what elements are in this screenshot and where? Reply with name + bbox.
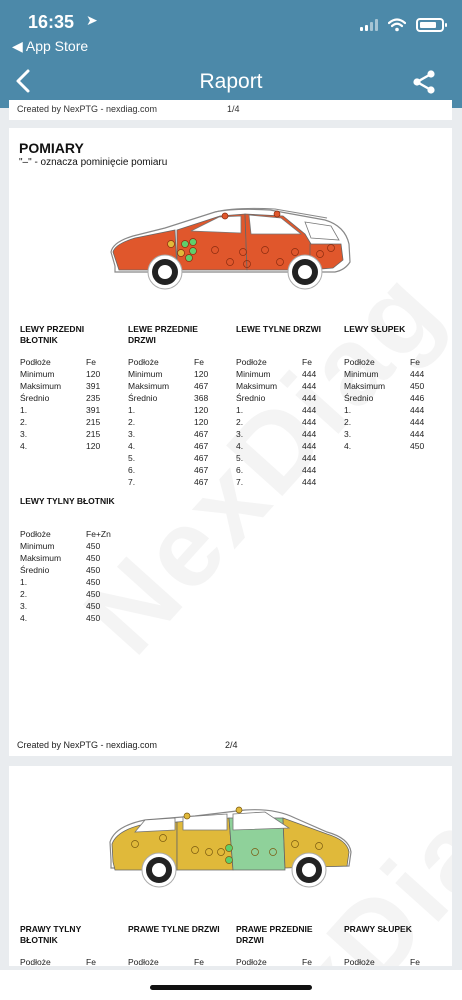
table-row: Maksimum 467 xyxy=(128,381,209,391)
table-row: 6. 467 xyxy=(128,465,209,475)
table-title: LEWY TYLNY BŁOTNIK xyxy=(20,496,115,506)
table-row: Podłoże Fe xyxy=(344,957,420,966)
battery-icon xyxy=(416,18,444,32)
home-indicator[interactable] xyxy=(150,985,312,990)
measurement-table xyxy=(344,924,440,966)
table-row: Maksimum 391 xyxy=(20,381,101,391)
report-page-right-side xyxy=(9,766,452,966)
table-row: 1. 450 xyxy=(20,577,101,587)
table-row: Maksimum 450 xyxy=(344,381,425,391)
back-to-app-store[interactable]: ◀ App Store xyxy=(12,38,89,54)
table-row: 4. 467 xyxy=(128,441,209,451)
header-bar xyxy=(0,0,462,108)
car-right-side-diagram xyxy=(105,800,355,890)
measurement-table xyxy=(20,924,116,966)
table-row: 5. 444 xyxy=(236,453,317,463)
status-indicators xyxy=(360,18,444,32)
table-row: Podłoże Fe xyxy=(344,357,420,367)
table-row: 1. 120 xyxy=(128,405,209,415)
page-number: 2/4 xyxy=(225,740,238,750)
table-row: Minimum 444 xyxy=(344,369,425,379)
location-icon: ➤ xyxy=(86,12,98,28)
previous-page-fragment xyxy=(9,100,452,120)
measurement-table xyxy=(128,924,228,966)
section-subtitle: "–" - oznacza pominięcie pomiaru xyxy=(19,157,168,168)
measurement-table xyxy=(20,324,116,452)
table-row: 3. 215 xyxy=(20,429,101,439)
table-row: Minimum 120 xyxy=(128,369,209,379)
table-row: Minimum 444 xyxy=(236,369,317,379)
table-row: 2. 444 xyxy=(344,417,425,427)
table-row: Maksimum 444 xyxy=(236,381,317,391)
table-row: Minimum 450 xyxy=(20,541,101,551)
table-row: Średnio 368 xyxy=(128,393,209,403)
table-row: 2. 120 xyxy=(128,417,209,427)
wifi-icon xyxy=(388,18,406,32)
table-title: PRAWY SŁUPEK xyxy=(344,924,412,934)
table-row: Podłoże Fe+Zn xyxy=(20,529,111,539)
table-row: 3. 467 xyxy=(128,429,209,439)
signal-icon xyxy=(360,19,378,31)
table-row: 1. 444 xyxy=(344,405,425,415)
measurement-table xyxy=(128,324,224,488)
table-row: Średnio 450 xyxy=(20,565,101,575)
table-row: Podłoże Fe xyxy=(236,357,312,367)
table-row: 4. 450 xyxy=(20,613,101,623)
table-row: 4. 450 xyxy=(344,441,425,451)
table-row: Podłoże Fe xyxy=(128,357,204,367)
table-row: Średnio 235 xyxy=(20,393,101,403)
table-row: 3. 444 xyxy=(236,429,317,439)
table-row: Minimum 120 xyxy=(20,369,101,379)
table-row: 7. 467 xyxy=(128,477,209,487)
status-time: 16:35 xyxy=(28,12,75,32)
table-row: Podłoże Fe xyxy=(236,957,312,966)
table-title: PRAWE PRZEDNIE DRZWI xyxy=(236,924,313,945)
report-page-measurements xyxy=(9,128,452,756)
table-row: 1. 391 xyxy=(20,405,101,415)
page-footer: Created by NexPTG - nexdiag.com xyxy=(17,740,158,750)
table-row: 4. 120 xyxy=(20,441,101,451)
table-row: Średnio 444 xyxy=(236,393,317,403)
table-title: LEWY PRZEDNI BŁOTNIK xyxy=(20,324,85,345)
table-row: 5. 467 xyxy=(128,453,209,463)
measurement-table xyxy=(344,324,440,452)
table-title: LEWE TYLNE DRZWI xyxy=(236,324,321,334)
page-number: 1/4 xyxy=(227,104,240,114)
car-left-side-diagram xyxy=(105,204,355,292)
table-title: LEWY SŁUPEK xyxy=(344,324,406,334)
table-row: 6. 444 xyxy=(236,465,317,475)
table-title: LEWE PRZEDNIE DRZWI xyxy=(128,324,198,345)
measurement-table xyxy=(236,924,332,966)
section-title: POMIARY xyxy=(19,140,84,156)
table-row: 2. 450 xyxy=(20,589,101,599)
table-row: 1. 444 xyxy=(236,405,317,415)
page-title: Raport xyxy=(199,70,263,93)
table-title: PRAWE TYLNE DRZWI xyxy=(128,924,220,934)
page-footer: Created by NexPTG - nexdiag.com xyxy=(17,104,158,114)
table-title: PRAWY TYLNY BŁOTNIK xyxy=(20,924,82,945)
table-row: 2. 444 xyxy=(236,417,317,427)
table-row: Podłoże Fe xyxy=(20,957,96,966)
table-row: 2. 215 xyxy=(20,417,101,427)
table-row: 7. 444 xyxy=(236,477,317,487)
table-row: 3. 450 xyxy=(20,601,101,611)
measurement-table xyxy=(236,324,336,488)
table-row: Średnio 446 xyxy=(344,393,425,403)
table-row: 4. 444 xyxy=(236,441,317,451)
table-row: Podłoże Fe xyxy=(20,357,96,367)
share-icon[interactable] xyxy=(410,68,438,96)
measurement-table xyxy=(20,496,200,624)
table-row: 3. 444 xyxy=(344,429,425,439)
table-row: Podłoże Fe xyxy=(128,957,204,966)
table-row: Maksimum 450 xyxy=(20,553,101,563)
